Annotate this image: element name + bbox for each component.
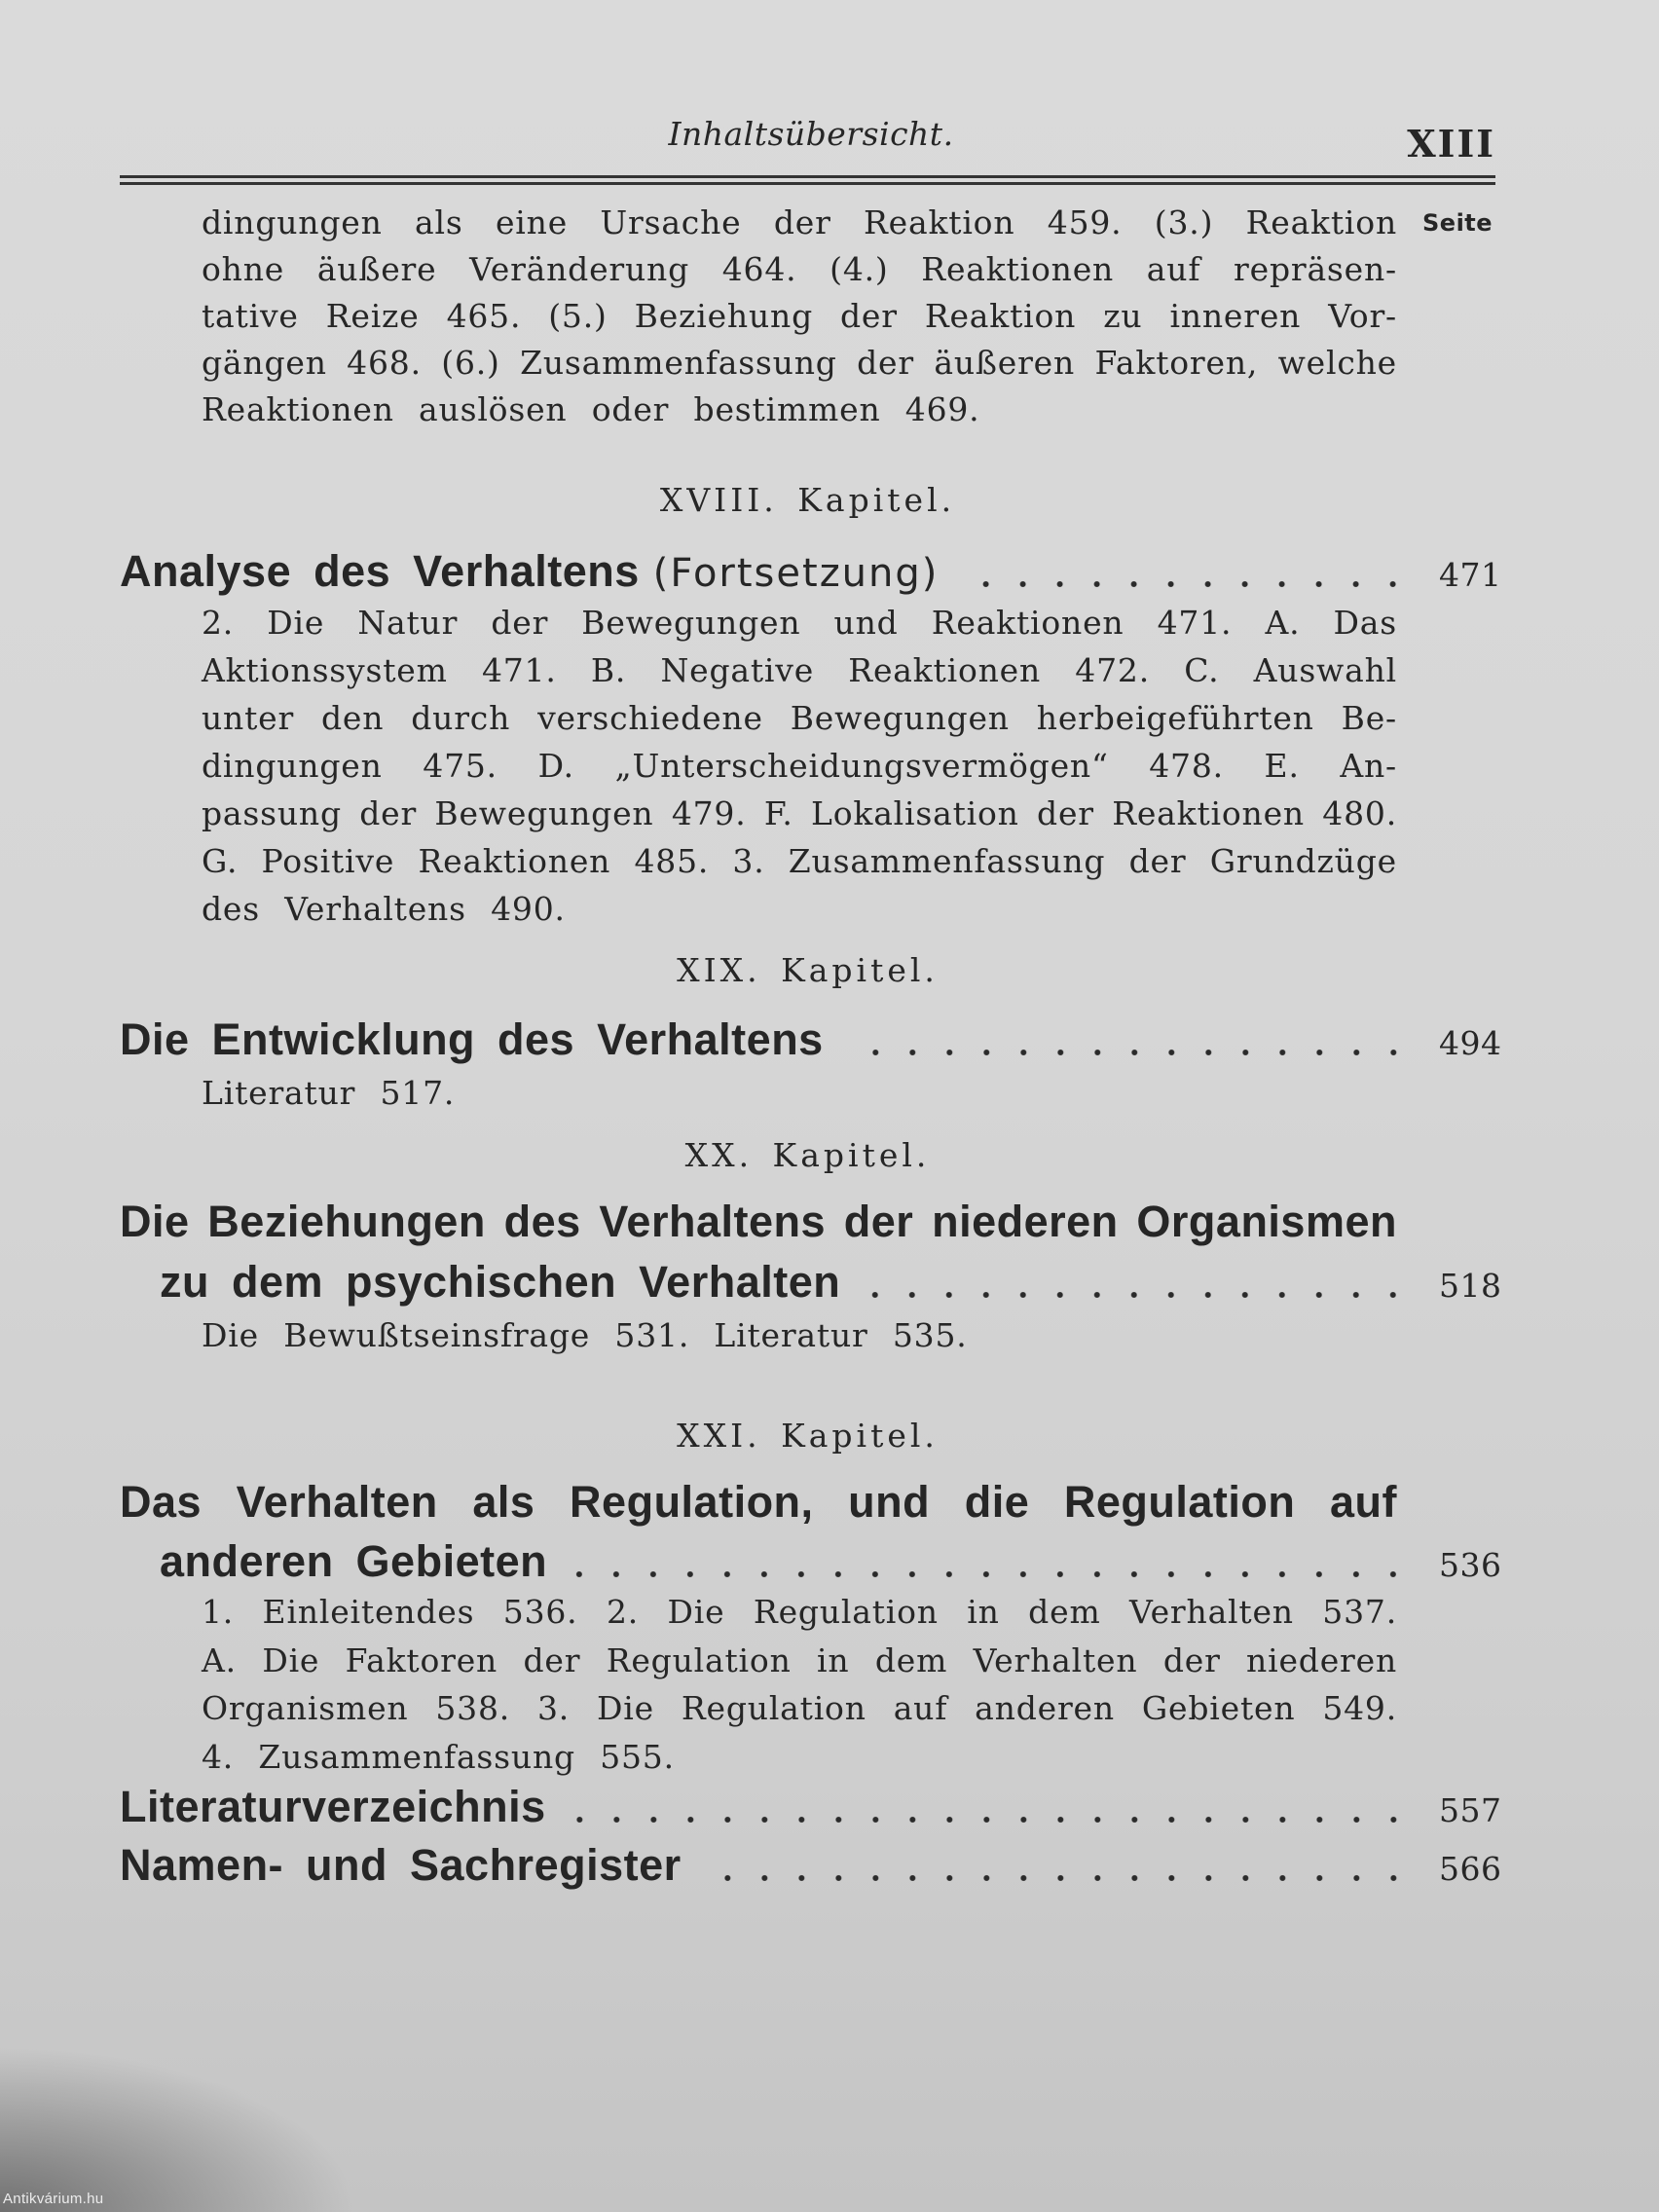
entry-title [120, 542, 939, 603]
paragraph-line: Organismen 538. 3. Die Regulation auf anderen Gebieten 549. [202, 1689, 1397, 1727]
entry-page-number: 494 [1439, 1024, 1502, 1062]
entry-page-number: 536 [1439, 1546, 1502, 1584]
paragraph-line: Aktionssystem 471. B. Negative Reaktionen 472. C. Auswahl [202, 651, 1397, 689]
toc-entry-xx [160, 1253, 1502, 1311]
paragraph-line: dingungen 475. D. „Unterscheidungsvermögen“ 478. E. An- [202, 747, 1397, 785]
dot-leader [960, 542, 1397, 601]
chapter-xxi-summary [202, 1588, 1397, 1781]
running-title: Inhaltsübersicht. [668, 115, 954, 153]
toc-entry-xix [120, 1011, 1502, 1069]
paragraph-line: 1. Einleitendes 536. 2. Die Regulation in dem Verhalten 537. [202, 1593, 1397, 1631]
entry-title-line: Die Beziehungen des Verhaltens der niederen Organismen [120, 1197, 1397, 1246]
header-rule-upper [120, 175, 1495, 178]
paragraph-line: Literatur 517. [202, 1074, 456, 1112]
paragraph-line: A. Die Faktoren der Regulation in dem Verhalten der niederen [202, 1641, 1397, 1679]
dot-leader [569, 1532, 1397, 1591]
paragraph-line: passung der Bewegungen 479. F. Lokalisation der Reaktionen 480. [202, 794, 1397, 832]
entry-title: Namen- und Sachregister [120, 1840, 682, 1890]
chapter-xix-summary [202, 1070, 1397, 1117]
page-folio: XIII [1407, 122, 1495, 166]
entry-title-suffix: (Fortsetzung) [652, 551, 940, 596]
header-rule-lower [120, 182, 1495, 185]
toc-entry-xxi [160, 1532, 1502, 1591]
paragraph-line: 4. Zusammenfassung 555. [202, 1737, 675, 1776]
entry-page-number: 557 [1439, 1791, 1502, 1829]
paragraph-line: gängen 468. (6.) Zusammenfassung der äußeren Faktoren, welche [202, 344, 1397, 382]
toc-entry-index [120, 1836, 1502, 1895]
chapter-xviii-summary [202, 599, 1397, 933]
entry-title: Die Entwicklung des Verhaltens [120, 1014, 824, 1064]
entry-title-line: Das Verhalten als Regulation, und die Regulation auf [120, 1477, 1397, 1527]
toc-entry-bibliography [120, 1778, 1502, 1836]
intro-paragraph [202, 200, 1397, 433]
paragraph-line: tative Reize 465. (5.) Beziehung der Reaktion zu inneren Vor- [202, 297, 1397, 335]
toc-entry-xviii [120, 542, 1502, 601]
paragraph-line: unter den durch verschiedene Bewegungen herbeigeführten Be- [202, 699, 1397, 737]
entry-title-text: Analyse des Verhaltens [120, 546, 640, 596]
dot-leader [568, 1778, 1397, 1836]
paragraph-line: des Verhaltens 490. [202, 890, 566, 928]
source-watermark: Antikvárium.hu [3, 2191, 104, 2207]
paragraph-line: G. Positive Reaktionen 485. 3. Zusammenfassung der Grundzüge [202, 842, 1397, 880]
entry-page-number: 566 [1439, 1850, 1502, 1888]
dot-leader [845, 1011, 1397, 1069]
entry-title: anderen Gebieten [160, 1536, 548, 1586]
chapter-label-xix: XIX. Kapitel. [677, 951, 939, 989]
entry-page-number: 471 [1439, 556, 1502, 594]
paragraph-line: Reaktionen auslösen oder bestimmen 469. [202, 390, 980, 428]
paragraph-line: 2. Die Natur der Bewegungen und Reaktionen 471. A. Das [202, 604, 1397, 642]
dot-leader [862, 1253, 1397, 1311]
chapter-label-xx: XX. Kapitel. [684, 1136, 931, 1174]
chapter-label-xviii: XVIII. Kapitel. [659, 481, 956, 519]
paragraph-line: Die Bewußtseinsfrage 531. Literatur 535. [202, 1316, 968, 1354]
paragraph-line: dingungen als eine Ursache der Reaktion 459. (3.) Reaktion [202, 203, 1397, 241]
entry-page-number: 518 [1439, 1267, 1502, 1305]
dot-leader [703, 1836, 1397, 1895]
chapter-label-xxi: XXI. Kapitel. [677, 1417, 939, 1455]
entry-title: zu dem psychischen Verhalten [160, 1257, 841, 1307]
chapter-xx-summary [202, 1312, 1397, 1359]
page-column-label: Seite [1422, 209, 1493, 237]
entry-title: Literaturverzeichnis [120, 1782, 546, 1831]
paragraph-line: ohne äußere Veränderung 464. (4.) Reaktionen auf repräsen- [202, 250, 1397, 288]
